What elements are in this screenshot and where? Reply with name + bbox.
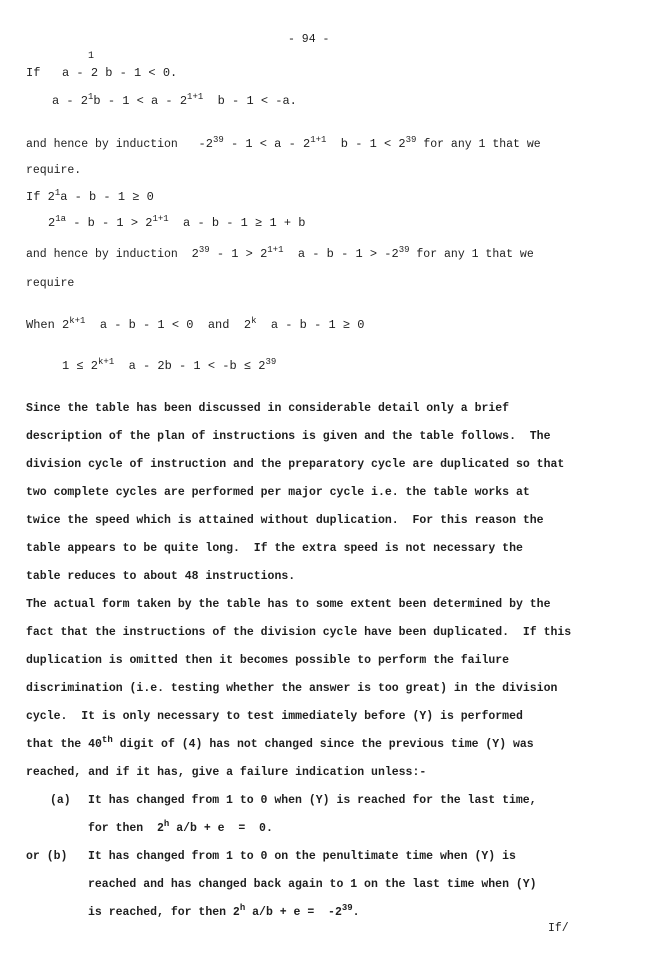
math-line: $2^{1a} - b - 1 > 2^{1+1}$ a - b - 1 ≥ 1 + b (48, 214, 306, 230)
math-line: If a - 2 b - 1 < 0. (26, 66, 178, 80)
text-line: and hence by induction $2^{39} - 1 > 2^{1+1}$ $a - b - 1 > -2^{39}$ for any 1 that we (26, 245, 534, 261)
page-number: - 94 - (288, 33, 330, 46)
case-line: is reached, for then 2$^h$ $a/b + e = -2^{39}$. (88, 903, 360, 919)
paragraph-line: twice the speed which is attained without duplication. For this reason the (26, 514, 544, 527)
case-line: reached and has changed back again to 1 on the last time when (Y) (88, 878, 537, 891)
case-label: (a) (50, 794, 71, 807)
paragraph-line: Since the table has been discussed in considerable detail only a brief (26, 402, 510, 415)
text-line: require. (26, 164, 82, 177)
math-superscript: 1 (88, 51, 95, 62)
paragraph-line: discrimination (i.e. testing whether the answer is too great) in the division (26, 682, 558, 695)
case-label: or (b) (26, 850, 68, 863)
paragraph-line: cycle. It is only necessary to test immediately before (Y) is performed (26, 710, 523, 723)
paragraph-line: division cycle of instruction and the preparatory cycle are duplicated so that (26, 458, 565, 471)
catchword: If/ (548, 922, 569, 935)
math-line: When $2^{k+1}$ a - b - 1 < 0 and 2$^k$ a - b - 1 ≥ 0 (26, 316, 365, 332)
paragraph-line: table appears to be quite long. If the extra speed is not necessary the (26, 542, 523, 555)
paragraph-line: two complete cycles are performed per major cycle i.e. the table works at (26, 486, 530, 499)
math-line: $1 \le 2^{k+1}$ $a - 2b - 1 < -b \le 2^{39}$ (62, 357, 277, 373)
paragraph-line: that the 40th digit of (4) has not changed since the previous time (Y) was (26, 735, 534, 751)
paragraph-line: fact that the instructions of the division cycle have been duplicated. If this (26, 626, 572, 639)
case-line: It has changed from 1 to 0 when (Y) is reached for the last time, (88, 794, 537, 807)
paragraph-line: reached, and if it has, give a failure indication unless:- (26, 766, 427, 779)
text-line: and hence by induction $-2^{39} - 1 < a - 2^{1+1}$ $b - 1 < 2^{39}$ for any 1 that we (26, 135, 541, 151)
text-line: require (26, 277, 75, 290)
math-line: If $2^1a - b - 1 \ge 0$ (26, 188, 154, 204)
paragraph-line: table reduces to about 48 instructions. (26, 570, 296, 583)
paragraph-line: description of the plan of instructions is given and the table follows. The (26, 430, 551, 443)
case-line: for then 2$^h$ a/b + e = 0. (88, 819, 273, 835)
paragraph-line: duplication is omitted then it becomes possible to perform the failure (26, 654, 510, 667)
math-line: $a - 2^1b - 1 < a - 2^{1+1}$ b - 1 < -a. (52, 92, 297, 108)
case-line: It has changed from 1 to 0 on the penultimate time when (Y) is (88, 850, 516, 863)
paragraph-line: The actual form taken by the table has to some extent been determined by the (26, 598, 551, 611)
